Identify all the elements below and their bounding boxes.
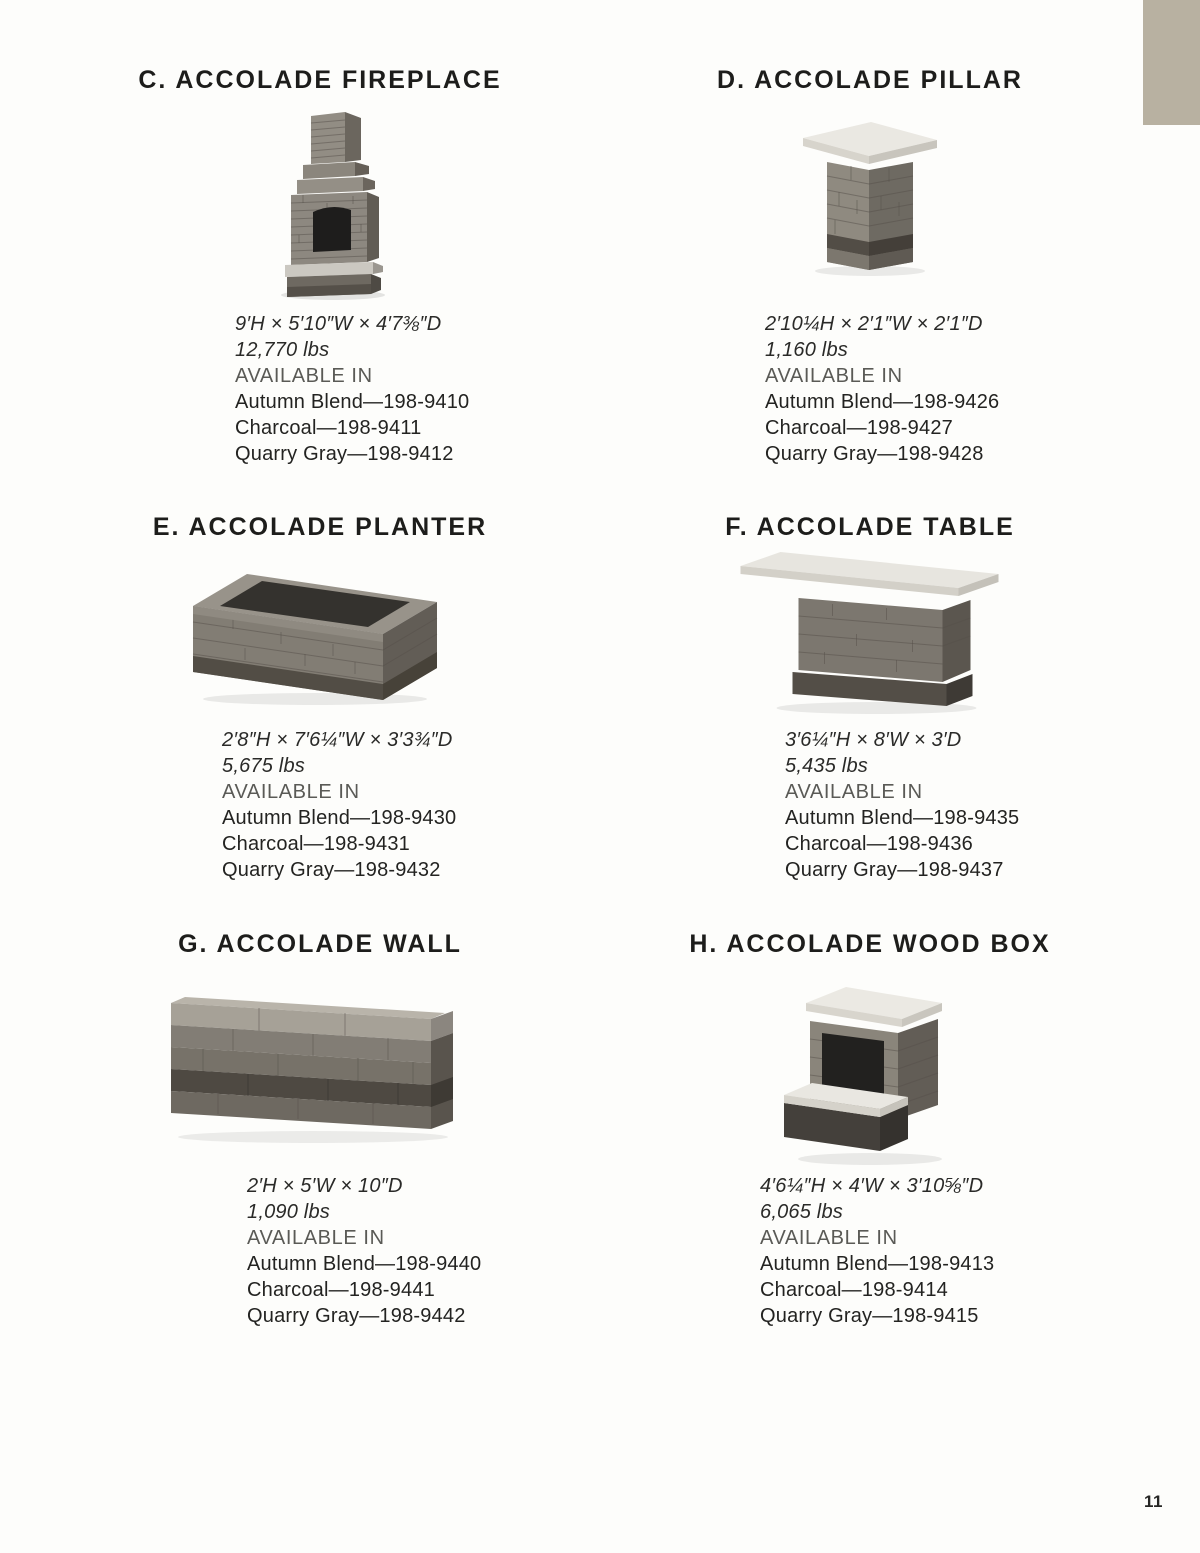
product-dimensions: 2′8″H × 7′6¼″W × 3′3¾″D (222, 729, 453, 751)
product-section-pillar (650, 66, 1090, 496)
product-section-fireplace (100, 66, 540, 496)
color-option: Autumn Blend—198-9410 (235, 391, 470, 413)
product-section-wall (100, 930, 540, 1360)
fireplace-product-image (273, 102, 393, 307)
product-dimensions: 4′6¼″H × 4′W × 3′10⅝″D (760, 1175, 984, 1197)
available-in-label: AVAILABLE IN (760, 1227, 898, 1249)
color-option: Charcoal—198-9441 (247, 1279, 435, 1301)
product-weight: 5,675 lbs (222, 755, 305, 777)
product-title: D. ACCOLADE PILLAR (717, 66, 1023, 94)
table-product-image (737, 548, 1004, 722)
wall-product-image (163, 977, 477, 1152)
color-option: Autumn Blend—198-9413 (760, 1253, 995, 1275)
product-dimensions: 3′6¼″H × 8′W × 3′D (785, 729, 962, 751)
color-option: Quarry Gray—198-9442 (247, 1305, 466, 1327)
color-option: Quarry Gray—198-9412 (235, 443, 454, 465)
color-option: Autumn Blend—198-9430 (222, 807, 457, 829)
color-option: Charcoal—198-9436 (785, 833, 973, 855)
available-in-label: AVAILABLE IN (235, 365, 373, 387)
product-weight: 6,065 lbs (760, 1201, 843, 1223)
product-dimensions: 2′10¼H × 2′1″W × 2′1″D (765, 313, 983, 335)
color-option: Charcoal—198-9411 (235, 417, 422, 439)
color-option: Quarry Gray—198-9428 (765, 443, 984, 465)
color-option: Charcoal—198-9431 (222, 833, 410, 855)
available-in-label: AVAILABLE IN (222, 781, 360, 803)
product-title: E. ACCOLADE PLANTER (152, 513, 488, 541)
product-title: G. ACCOLADE WALL (178, 930, 462, 958)
wood-box-product-image (780, 967, 960, 1172)
color-option: Quarry Gray—198-9437 (785, 859, 1004, 881)
available-in-label: AVAILABLE IN (785, 781, 923, 803)
product-section-wood-box (650, 930, 1090, 1360)
product-title: C. ACCOLADE FIREPLACE (138, 66, 502, 94)
color-option: Charcoal—198-9414 (760, 1279, 948, 1301)
product-weight: 5,435 lbs (785, 755, 868, 777)
product-title: H. ACCOLADE WOOD BOX (689, 930, 1051, 958)
product-weight: 1,160 lbs (765, 339, 848, 361)
color-option: Quarry Gray—198-9415 (760, 1305, 979, 1327)
product-weight: 12,770 lbs (235, 339, 330, 361)
product-title: F. ACCOLADE TABLE (725, 513, 1015, 541)
page-corner-tab (1143, 0, 1200, 125)
color-option: Autumn Blend—198-9440 (247, 1253, 482, 1275)
available-in-label: AVAILABLE IN (765, 365, 903, 387)
product-dimensions: 2′H × 5′W × 10″D (247, 1175, 403, 1197)
available-in-label: AVAILABLE IN (247, 1227, 385, 1249)
color-option: Quarry Gray—198-9432 (222, 859, 441, 881)
product-dimensions: 9′H × 5′10″W × 4′7⅜″D (235, 313, 442, 335)
page-number: 11 (1144, 1492, 1163, 1511)
product-section-table (650, 513, 1090, 913)
pillar-product-image (789, 106, 951, 284)
product-weight: 1,090 lbs (247, 1201, 330, 1223)
planter-product-image (185, 550, 455, 712)
color-option: Autumn Blend—198-9426 (765, 391, 1000, 413)
color-option: Autumn Blend—198-9435 (785, 807, 1020, 829)
product-section-planter (100, 513, 540, 913)
color-option: Charcoal—198-9427 (765, 417, 953, 439)
